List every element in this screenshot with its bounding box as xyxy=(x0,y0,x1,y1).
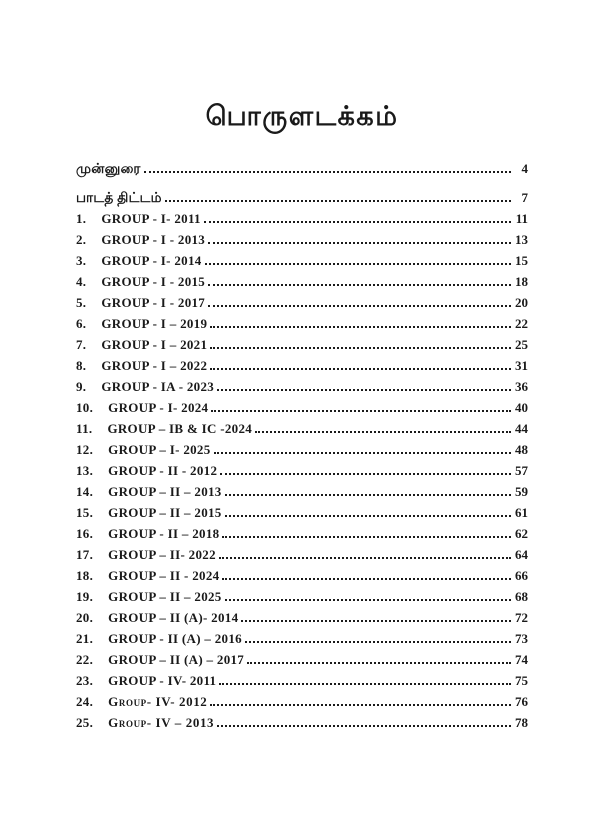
entry-label: GROUP - IA - 2023 xyxy=(101,379,215,394)
entry-page-number: 20 xyxy=(515,295,528,310)
dot-leader xyxy=(241,620,511,622)
dot-leader xyxy=(219,683,511,685)
entry-number: 16. xyxy=(76,526,94,541)
entry-number: 18. xyxy=(76,568,94,583)
entry-page-number: 64 xyxy=(515,547,528,562)
entry-number: 17. xyxy=(76,547,94,562)
entry-number: 20. xyxy=(76,610,94,625)
dot-leader xyxy=(217,389,511,391)
toc-entry-row xyxy=(76,248,528,269)
toc-entry-row xyxy=(76,542,528,563)
dot-leader xyxy=(210,326,511,328)
entry-number: 25. xyxy=(76,715,94,730)
toc-entry-row xyxy=(76,269,528,290)
dot-leader xyxy=(220,473,511,475)
entry-number: 22. xyxy=(76,652,94,667)
dot-leader xyxy=(225,599,511,601)
entry-page-number: 66 xyxy=(515,568,528,583)
dot-leader xyxy=(219,557,511,559)
dot-leader xyxy=(210,347,511,349)
dot-leader xyxy=(208,242,511,244)
entry-page-number: 61 xyxy=(515,505,528,520)
toc-entry-row xyxy=(76,290,528,311)
entry-page-number: 76 xyxy=(515,694,528,709)
front-toc-row xyxy=(76,177,528,206)
entry-number: 11. xyxy=(76,421,93,436)
toc-entry-row xyxy=(76,437,528,458)
entry-number: 7. xyxy=(76,337,87,352)
entry-number: 19. xyxy=(76,589,94,604)
entry-label: GROUP – II - 2024 xyxy=(108,568,220,583)
entry-page-number: 15 xyxy=(515,253,528,268)
entry-label: GROUP – II – 2025 xyxy=(108,589,222,604)
toc-entry-row xyxy=(76,521,528,542)
entry-label: GROUP – IB & IC -2024 xyxy=(107,421,253,436)
entry-page-number: 13 xyxy=(515,232,528,247)
entry-number: 9. xyxy=(76,379,87,394)
entry-number: 12. xyxy=(76,442,94,457)
entry-page-number: 62 xyxy=(515,526,528,541)
toc-entry-row xyxy=(76,416,528,437)
toc-entry-row xyxy=(76,689,528,710)
entry-label: GROUP – II – 2015 xyxy=(108,505,222,520)
entry-page-number: 44 xyxy=(515,421,528,436)
dot-leader xyxy=(208,305,511,307)
toc-entry-row xyxy=(76,311,528,332)
entry-page-number: 68 xyxy=(515,589,528,604)
entry-number: 13. xyxy=(76,463,94,478)
entry-label: GROUP – II – 2013 xyxy=(108,484,222,499)
front-entries-list xyxy=(76,148,528,206)
front-entry-label: முன்னுரை xyxy=(76,161,141,176)
dot-leader xyxy=(217,725,511,727)
toc-entry-row xyxy=(76,227,528,248)
entry-label: GROUP - I – 2022 xyxy=(101,358,208,373)
dot-leader xyxy=(225,515,511,517)
entry-number: 15. xyxy=(76,505,94,520)
entry-page-number: 72 xyxy=(515,610,528,625)
entry-number: 10. xyxy=(76,400,94,415)
entry-number: 8. xyxy=(76,358,87,373)
entry-label: GROUP – II (A)- 2014 xyxy=(108,610,239,625)
entry-label: GROUP - I- 2011 xyxy=(101,211,201,226)
toc-entry-row xyxy=(76,647,528,668)
entry-label: GROUP - II - 2012 xyxy=(108,463,218,478)
entry-number: 2. xyxy=(76,232,87,247)
toc-entry-row xyxy=(76,395,528,416)
dot-leader xyxy=(222,578,511,580)
entry-page-number: 48 xyxy=(515,442,528,457)
entry-page-number: 78 xyxy=(515,715,528,730)
toc-entries-list xyxy=(76,206,528,731)
entry-label: Group- IV – 2013 xyxy=(108,715,215,730)
toc-entry-row xyxy=(76,458,528,479)
toc-entry-row xyxy=(76,374,528,395)
dot-leader xyxy=(211,410,511,412)
entry-number: 24. xyxy=(76,694,94,709)
entry-number: 4. xyxy=(76,274,87,289)
entry-page-number: 18 xyxy=(515,274,528,289)
entry-page-number: 40 xyxy=(515,400,528,415)
entry-label: GROUP - I - 2013 xyxy=(101,232,206,247)
toc-entry-row xyxy=(76,584,528,605)
dot-leader xyxy=(255,431,511,433)
entry-number: 14. xyxy=(76,484,94,499)
dot-leader xyxy=(204,221,511,223)
entry-page-number: 57 xyxy=(515,463,528,478)
dot-leader xyxy=(225,494,511,496)
entry-number: 1. xyxy=(76,211,87,226)
dot-leader xyxy=(205,263,511,265)
dot-leader xyxy=(245,641,511,643)
page-title: பொருளடக்கம் xyxy=(205,101,399,131)
toc-entry-row xyxy=(76,332,528,353)
front-entry-label: பாடத் திட்டம் xyxy=(76,190,162,205)
entry-label: GROUP - I – 2021 xyxy=(101,337,208,352)
toc-entry-row xyxy=(76,563,528,584)
toc-entry-row xyxy=(76,626,528,647)
entry-page-number: 73 xyxy=(515,631,528,646)
entry-page-number: 11 xyxy=(515,211,528,226)
toc-entry-row xyxy=(76,710,528,731)
entry-number: 3. xyxy=(76,253,87,268)
dot-leader xyxy=(208,284,511,286)
toc-entry-row xyxy=(76,500,528,521)
entry-number: 5. xyxy=(76,295,87,310)
entry-page-number: 74 xyxy=(515,652,528,667)
front-toc-row xyxy=(76,148,528,177)
dot-leader xyxy=(210,704,511,706)
entry-label: GROUP - I- 2014 xyxy=(101,253,202,268)
entry-label: GROUP - I - 2015 xyxy=(101,274,206,289)
entry-page-number: 75 xyxy=(515,673,528,688)
dot-leader xyxy=(144,171,511,173)
front-entry-page-number: 7 xyxy=(521,190,528,205)
dot-leader xyxy=(165,200,511,202)
entry-label: GROUP - II (A) – 2016 xyxy=(108,631,242,646)
entry-page-number: 36 xyxy=(515,379,528,394)
toc-entry-row xyxy=(76,206,528,227)
entry-label: GROUP - II – 2018 xyxy=(108,526,220,541)
entry-page-number: 25 xyxy=(515,337,528,352)
entry-label: GROUP – II (A) – 2017 xyxy=(108,652,245,667)
entry-label: GROUP – II- 2022 xyxy=(108,547,216,562)
entry-label: Group- IV- 2012 xyxy=(108,694,208,709)
toc-entry-row xyxy=(76,479,528,500)
entry-label: GROUP - I- 2024 xyxy=(108,400,209,415)
entry-number: 23. xyxy=(76,673,94,688)
dot-leader xyxy=(214,452,511,454)
front-entry-page-number: 4 xyxy=(521,161,528,176)
toc-entry-row xyxy=(76,605,528,626)
entry-label: GROUP - I - 2017 xyxy=(101,295,206,310)
entry-label: GROUP - I – 2019 xyxy=(101,316,208,331)
entry-page-number: 59 xyxy=(515,484,528,499)
dot-leader xyxy=(222,536,511,538)
entry-page-number: 31 xyxy=(515,358,528,373)
entry-label: GROUP - IV- 2011 xyxy=(108,673,217,688)
entry-label: GROUP – I- 2025 xyxy=(108,442,211,457)
entry-number: 21. xyxy=(76,631,94,646)
dot-leader xyxy=(247,662,511,664)
entry-number: 6. xyxy=(76,316,87,331)
toc-entry-row xyxy=(76,668,528,689)
entry-page-number: 22 xyxy=(515,316,528,331)
toc-entry-row xyxy=(76,353,528,374)
dot-leader xyxy=(210,368,511,370)
